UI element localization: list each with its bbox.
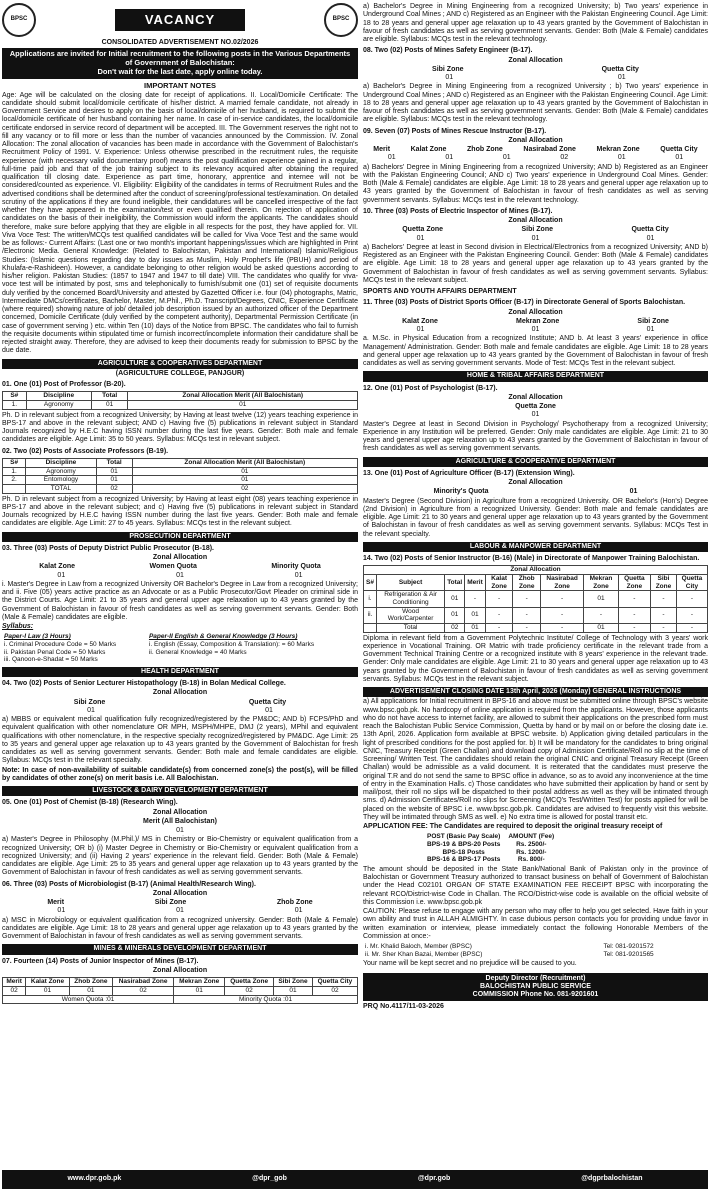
post-08-qualification: a) Bachelor's Degree in Mining Engineering from a recognized University ; b) Two years' experience in Underground Coal Mines ; AND c) Registered as an Engineer with the Pakistan Engineering Council. Age Limit: 18 to 28 years and general upper age relaxation up to 43 years granted by the Government of Balochistan in favour of fresh candidates as well as serving government servants. Gender: Both (Male & Female) candidates are eligible. Syllabus: MCQs test in the relevant technology. <box>363 83 708 124</box>
post-02-title: 02. Two (02) Posts of Associate Professors (B-19). <box>2 447 169 455</box>
dept-prosecution: PROSECUTION DEPARTMENT <box>2 532 358 542</box>
post-01-qualification: Ph. D in relevant subject from a recognized University; by Having at least twelve (12) years teaching experience in BPS-17 and above in the relevant subject; AND c) Having five (5) publications in relevant subject in Standard Journals recognized by H.E.C having ISSN number during the last five years. Gender: Both male and female candidates are eligible. Age Limit: 35 to 50 years. Syllabus: MCQs test in relevant subject. <box>2 411 358 444</box>
post-03-alloc: Kalat Zone Women Quota Minority Quota <box>39 563 321 571</box>
post-10-qualification: a) Bachelors' Degree at least in Second division in Electrical/Electronics from a recognized University; AND b) Registered as an Engineer with the Pakistan Engineering Council. Gender: Both (Male & Female) candidates are eligible. Age Limit: 18 to 28 years and general upper age relaxation up to 43 years granted by the Government of Balochistan in favour of fresh candidates as well as serving government servants. Syllabus: MCQs test in the relevant subject. <box>363 243 708 284</box>
dept-agriculture-college: AGRICULTURE & COOPERATIVES DEPARTMENT <box>2 359 358 369</box>
post-14-qualification: Diploma in relevant field from a Government Polytechnic Institute/ College of Technology with 3 years' work experience in Vocational Training. OR Matric with trade proficiency certificate in the relevant trade from a Government Technical Training Centre or a recognized institute with 8 years' experience in the relevant trade. Gender: Only male candidates are eligible. Age Limit: 21 to 30 years and general upper age relaxation up to 43 years granted by the Government of Balochistan in favour of fresh candidates as well as serving government servants. Syllabus: MCQs test in the relevant subject. <box>363 634 708 683</box>
post-09-qualification: a) Bachelors' Degree in Mining Engineering from a recognized University; AND b) Registered as an Engineer with the Pakistan Engineering Council; AND c) Two years' experience in Underground Coal Mines. Gender: Both (Male & Female) candidates are eligible. Age Limit: 18 to 28 years and general upper age relaxation up to 43 years granted by the Government of Balochistan in favour of fresh candidates as well as serving government servants. Syllabus: MCQs test in the relevant technology. <box>363 163 708 204</box>
fee-table: POST (Basic Pay Scale) AMOUNT (Fee) BPS-19 & BPS-20 Posts Rs. 2500/- BPS-18 Posts Rs. 1200/- BPS-16 & BPS-17 Posts Rs. 800/- <box>427 833 555 864</box>
post-08-title: 08. Two (02) Posts of Mines Safety Engineer (B-17). <box>363 47 533 55</box>
left-column: BPSC VACANCY BPSC CONSOLIDATED ADVERTISEMENT NO.02/2026 Applications are invited for Initial recruitment to the following posts in the Various Departments of Government of Balochistan: Don't wait for the last date, apply online today. IMPORTANT NOTES Age: Age will be calculated on the closing date for receipt of applications. II. Local/Domicile Certificate: The candidate should submit local/domicile certificate of his/her district. A married female candidate, not already in Government Service and desires to apply on the basis of local/domicile of her husband, is required to submit the local/domicile certificate of her husband containing her name. In case of in-service candidates, the local/domicile certificate endorsed in service record of department will be accepted. III. The Government reserves the right not to fill any vacancy or to fill more or less than the number of vacancies announced by the Commission. IV. Zonal Allocation: The zonal allocation of vacancies has been made in accordance with the Government of Balochistan's Recruitment Policy of 1991. V. Experience: Unless otherwise prescribed in the recruitment rules, the requisite experience (with necessary valid documentary proof) means the post qualification experience gained in a regular, full-time paid job and that of the job training subject to its relevancy acquired after obtaining the required qualification till closing date. Experience as part time, honorary, apprentice and internee will not be considered/counted as experience. VI. Eligibility: Eligibility of the candidates in terms of Recruitment Rules and the advertised conditions shall be determined after the conduct of screening/professional test/examination. On detailed scrutiny of the applications if they are found ineligible, their candidatures will be cancelled irrespective of the fact whether they have appeared in the examination/test or even qualified therein. On rejection of application of candidates on the basis of their ineligibility, the Commission would inform the applicants. The candidates should therefore, make sure before applying that they are eligible in all respects for the post, they have applied for. VII. Viva Voce Test: The written/MCQs test qualified candidates will be called for Viva Voce Test and the same would be as follows:- Current Affairs: (Last one or two month's important happenings/issues which are highlighted in Print /Electronic Media. General Knowledge: (Related to Balochistan, Pakistan and International) Islamic/Religious Studies: (Islamic questions regarding day to day issues as Muslim, Holy Prophet's life (PBUH) and period of Khulafa-e-Rashideen). However, a candidate belonging to other religion would be asked questions according to his/her religion. Pakistan Studies: (1857 to 1947 and 1947 to till date) VIII. The candidates who qualify for viva-voce test will be intimated by post, sms and telephonically to furnish/submit one (01) set of requisite documents duly verified by the concerned Board/University and attested by Gazetted Officer i.e. four (04) photographs, Matric, Intermediate DMCs/certificates, Bachelor, Master, M.Phil., Ph.D. Transcript/Degrees, CNIC, Experience Certificate (where required) showing nature of job/ detailed job description issued by an authorized officer of the Department concerned, Domicile Certificate (duly verified by the competent authority), Departmental Permission Certificate (in case of government serving ) etc. within Ten (10) days of the Notice from BPSC. The candidates who fail to furnish the requisite documents within stipulated time or furnish incorrect/incomplete information their candidature shall be rejected straight away. Therefore, they are advised to keep their documents ready for submission to BPSC by the due date. AGRICULTURE & COOPERATIVES DEPARTMENT (AGRICULTURE COLLEGE, PANJGUR) 01. One (01) Post of Professor (B-20). S# Discipline Total Zonal Allocation Merit (All Balochistan) 1. Agronomy 01 01 Ph. D in relevant subject from a recognized University; by Having at least twelve (12) years teaching experience in BPS-17 and above in the relevant subject; AND c) Having five (5) publications in relevant subject in Standard Journals recognized by H.E.C having ISSN number during the last five years. Gender: Both male and female candidates are eligible. Age Limit: 35 to 50 years. Syllabus: MCQs test in relevant subject. 02. Two (02) Posts of Associate Professors (B-19). S# Discipline Total Zonal Allocation Merit (All Balochistan) 1. Agronomy 01 01 2. Entomology 01 01 TOTAL 02 02 Ph. D in relevant subject from a recognized University; by Having at least eight (08) years teaching experience in BPS-17 and above in the relevant subject; and c) Having five (5) publications in relevant subject in Standard Journals recognized by H.E.C having ISSN number during the last five years. Gender: Both male and female candidates are eligible. Age Limit: 27 to 45 years. Syllabus: MCQs test in the relevant subject. PROSECUTION DEPARTMENT 03. Three (03) Posts of Deputy District Public Prosecutor (B-18). Zonal Allocation Kalat Zone Women Quota Minority Quota 01 01 01 i. Master's Degree in Law from a recognized University OR Bachelor's Degree in Law from a recognized University; and ii. Five (05) years active practice as an Advocate or as a Public Prosecutor/Govt Pleader on criminal side in the District Courts. Age Limit: 21 to 35 years and general upper age relaxation up to 43 years granted by the Government of Balochistan in favour of fresh candidates as well as serving government servants. Gender: Both (Male & Female) candidates are eligible. Syllabus: Paper-I Law (3 Hours) Paper-II English & General Knowledge (3 Hours) i. Criminal Procedure Code = 50 Marks i. English (Essay, Composition & Translation): = 60 Marks ii. Pakistan Penal Code = 50 Marks ii. General Knowledge = 40 Marks iii. Qanoon-e-Shadat = 50 Marks HEALTH DEPARTMENT 04. Two (02) Posts of Senior Lecturer Histopathology (B-18) in Bolan Medical College. Zonal Allocation Sibi Zone Quetta City 01 01 a) MBBS or equivalent medical qualification fully recognized/registered by the PM&DC; AND b) FCPS/PhD and equivalent qualification with other nomenclature OR MPH, MSPH/MHPE, DMJ (2 years), MPhil and equivalent qualifications with other nomenclature, in the respective specialty recognized/registered by PM&DC. Age Limit: 25 to 35 years and general upper age relaxation up to 43 years granted by the Government of Balochistan for fresh candidates as well as serving government servants. Gender: Both male and female candidates are eligible. Syllabus: MCQs test in the relevant specialty. Note: In case of non-availability of suitable candidate(s) from concerned zone(s) the post(s), will be filled by candidates of other zone(s) on merit basis i.e. All Balochistan. LIVESTOCK & DAIRY DEVELOPMENT DEPARTMENT 05. One (01) Post of Chemist (B-18) (Research Wing). Zonal Allocation Merit (All Balochistan) 01 a) Master's Degree in Philosophy (M.Phil.)/ MS in Chemistry or Bio-Chemistry or equivalent qualification from a recognized University; OR b) (i) Master Degree in Chemistry or Bio-Chemistry or equivalent qualification from a recognized University; and (ii) Having 2 years' experience in the relevant field. Gender: Both (Male & Female) candidates are eligible. Age Limit: 25 to 35 years and general upper age relaxation up to 43 years granted by the Government of Balochistan in favour of fresh candidates as well as serving government servants. 06. Three (03) Posts of Microbiologist (B-17) (Animal Health/Research Wing). Zonal Allocation Merit Sibi Zone Zhob Zone 01 01 01 a) MSC in Microbiology or equivalent qualification from a recognized university. Gender: Both (Male & Female) candidates are eligible. Age Limit: 18 to 28 years and general upper age relaxation up to 43 years granted by the Government of Balochistan in favour of fresh candidates as well as serving government servants. MINES & MINERALS DEVELOPMENT DEPARTMENT 07. Fourteen (14) Posts of Junior Inspector of Mines (B-17). Zonal Allocation Merit Kalat Zone Zhob Zone Nasirabad Zone Mekran Zone Quetta Zone Sibi Zone Quetta City 02 01 01 02 01 02 01 02 Women Quota :01 Minority Quota :01 <box>2 2 358 1170</box>
header-banner <box>2 2 358 38</box>
post-05-qualification: a) Master's Degree in Philosophy (M.Phil.)/ MS in Chemistry or Bio-Chemistry or equivalent qualification from a recognized University; OR b) (i) Master Degree in Chemistry or Bio-Chemistry or equivalent qualification from a recognized University; and (ii) Having 2 years' experience in the relevant field. Gender: Both (Male & Female) candidates are eligible. Age Limit: 25 to 35 years and general upper age relaxation up to 43 years granted by the Government of Balochistan in favour of fresh candidates as well as serving government servants. <box>2 836 358 877</box>
post-14-title: 14. Two (02) Posts of Senior Instructor (B-16) (Male) in Directorate of Manpower Training Balochistan. <box>363 555 700 562</box>
post-12-title: 12. One (01) Post of Psychologist (B-17). <box>363 384 498 392</box>
footer-bar <box>2 1170 708 1189</box>
right-column: a) Bachelor's Degree in Mining Engineering from a recognized University; b) Two years' experience in Underground Coal Mines ; AND c) Registered as an Engineer with the Pakistan Engineering Council. Age Limit: 18 to 28 years and general upper age relaxation up to 43 years granted by the Government of Balochistan in favour of fresh candidates as well as serving government servants. Gender: Both (Male & Female) candidates are eligible. Syllabus: MCQs test in the relevant technology. 08. Two (02) Posts of Mines Safety Engineer (B-17). Zonal Allocation Sibi Zone Quetta City 01 01 a) Bachelor's Degree in Mining Engineering from a recognized University ; b) Two years' experience in Underground Coal Mines ; AND c) Registered as an Engineer with the Pakistan Engineering Council. Age Limit: 18 to 28 years and general upper age relaxation up to 43 years granted by the Government of Balochistan in favour of fresh candidates as well as serving government servants. Gender: Both (Male & Female) candidates are eligible. Syllabus: MCQs test in the relevant technology. 09. Seven (07) Posts of Mines Rescue Instructor (B-17). Zonal Allocation Merit Kalat Zone Zhob Zone Nasirabad Zone Mekran Zone Quetta City 01 01 01 02 01 01 a) Bachelors' Degree in Mining Engineering from a recognized University; AND b) Registered as an Engineer with the Pakistan Engineering Council; AND c) Two years' experience in Underground Coal Mines. Gender: Both (Male & Female) candidates are eligible. Age Limit: 18 to 28 years and general upper age relaxation up to 43 years granted by the Government of Balochistan in favour of fresh candidates as well as serving government servants. Syllabus: MCQs test in the relevant technology. 10. Three (03) Posts of Electric Inspector of Mines (B-17). Zonal Allocation Quetta Zone Sibi Zone Quetta City 01 01 01 a) Bachelors' Degree at least in Second division in Electrical/Electronics from a recognized University; AND b) Registered as an Engineer with the Pakistan Engineering Council. Gender: Both (Male & Female) candidates are eligible. Age Limit: 18 to 28 years and general upper age relaxation up to 43 years granted by the Government of Balochistan in favour of fresh candidates as well as serving government servants. Syllabus: MCQs test in the relevant subject. SPORTS AND YOUTH AFFAIRS DEPARTMENT 11. Three (03) Posts of District Sports Officer (B-17) in Directorate General of Sports Balochistan. Zonal Allocation Kalat Zone Mekran Zone Sibi Zone 01 01 01 a. M.Sc. in Physical Education from a recognized Institute; AND b. At least 3 years' experience in office Management/ Administration. Gender: Both male and female candidates are eligible. Age Limit: 18 to 28 years and general upper age relaxation up to 43 years granted by the Government of Balochistan in favour of fresh candidates as well as serving government servants. Mode of Test: MCQs Test in the relevant subject. HOME & TRIBAL AFFAIRS DEPARTMENT 12. One (01) Post of Psychologist (B-17). Zonal Allocation Quetta Zone 01 Master's Degree at least in Second Division in Psychology/ Psychotherapy from a recognized University; Experience in any Institution will be preferred. Gender: Only male candidates are eligible. Age Limit: 21 to 30 years and general upper age relaxation up to 43 years granted by the Government of Balochistan in favour of fresh candidates as well as serving government servants. AGRICULTURE & COOPERATIVE DEPARTMENT 13. One (01) Post of Agriculture Officer (B-17) (Extension Wing). Zonal Allocation Minority's Quota 01 Master's Degree (Second Division) in Agriculture from a recognized University. OR Bachelor's (Hon's) Degree (2nd Division) in Agriculture from a recognized University. Gender: Both male and female candidates are eligible. Age Limit: 21 to 30 years and general upper age relaxation up to 43 years granted by the Government of Balochistan in favour of fresh candidates as well as serving government servants. Syllabus: MCQs Test in the relevant specialty. LABOUR & MANPOWER DEPARTMENT 14. Two (02) Posts of Senior Instructor (B-16) (Male) in Directorate of Manpower Training Balochistan. Zonal Allocation S# Subject Total Merit Kalat Zone Zhob Zone Nasirabad Zone Mekran Zone Quetta Zone Sibi Zone Quetta City i. Refrigeration & Air Conditioning 01 - - - - 01 - - - ii. Wood Work/Carpenter 01 01 - - - - - - - Total 02 01 - - - 01 - - - Diploma in relevant field from a Government Polytechnic Institute/ College of Technology with 3 years' work experience in Vocational Training. OR Matric with trade proficiency certificate in the relevant trade from a Government Technical Training Centre or a recognized institute with 8 years' experience in the relevant trade. Gender: Only male candidates are eligible. Age Limit: 21 to 30 years and general upper age relaxation up to 43 years granted by the Government of Balochistan in favour of fresh candidates as well as serving government servants. Syllabus: MCQs test in the relevant subject. ADVERTISEMENT CLOSING DATE 13th April, 2026 (Monday) GENERAL INSTRUCTIONS a) All applications for Initial recruitment in BPS-16 and above must be submitted online through BPSC's website www.bpsc.gob.pk. No hardcopy of online application is required from the applicants. However, those applicants who do not have access to internet facility, are allowed to submit their applications on the prescribed form must reach the Balochistan Public Service Commission, Quetta by hand or by mail on or before the closing date i.e. 13th April, 2026. Application form available at BPSC website. b) Application giving detailed particulars in the light of prescribed conditions for the post applied for. b) It will be mandatory for the candidates to bring original CNIC, Treasury Receipt (Green Challan) and download copy of Admission Certificate/Roll no slip at the time of Screening/ Written Test. The candidates should retain the original CNIC and original Treasury Receipt (Green Challan) would be admissible as a valid document. It is reiterated that the candidates must preserve the original T.R and do not send the same to BPSC office in advance, so as to avoid any inconvenience at the time of entry in the Examination Halls. c) Those candidates who have submitted their application by hand or sent by mail/post, their roll no slips will be dispatched to their postal address as well as they will be intimated through sms. d) Admission Certificates/Roll no slips for Screening (MCQ's Test/Written Test) for posts applied for will be placed on the website of BPSC i.e. www.bpsc.gob.pk. Candidates are advised to frequently visit this website. They will be intimated through SMS as well. e) No extra time is allowed for postal transit etc. APPLICATION FEE: The Candidates are required to deposit the original treasury receipt of POST (Basic Pay Scale) AMOUNT (Fee) BPS-19 & BPS-20 Posts Rs. 2500/- BPS-18 Posts Rs. 1200/- BPS-16 & BPS-17 Posts Rs. 800/- The amount should be deposited in the State Bank/National Bank of Pakistan only in the province of Balochistan or Government Treasury authorized to transact business on behalf of Government of Balochistan under the Head C02101 ORGAN OF STATE EXAMINATION FEE RECEIPT BPSC with incorporating the relevant RCO/District-wise Code in Challan. The RCO/District-wise code is available on the official website of this Commission i.e. www.bpsc.gob.pk CAUTION: Please refuse to engage with any person who may offer to help you get selected. Have faith in your own ability and trust in ALLAH ALMIGHTY. In case dubious person contacts you for providing undue favor in written examination or interview, please immediately contact the following Honorable Members of the Commission at once:- i. Mr. Khalid Baloch, Member (BPSC) Tel: 081-9201572 ii. Mr. Sher Khan Bazai, Member (BPSC) Tel: 081-9201565 Your name will be kept secret and no prejudice will be caused to you. Deputy Director (Recruitment) BALOCHISTAN PUBLIC SERVICE COMMISSION Phone No. 081-9201601 PRQ No.4117/11-03-2026 <box>363 3 708 1011</box>
apply-band <box>2 48 358 79</box>
closing-title: ADVERTISEMENT CLOSING DATE 13th April, 2026 (Monday) GENERAL INSTRUCTIONS <box>363 687 708 697</box>
post-14-table: Zonal Allocation S# Subject Total Merit Kalat Zone Zhob Zone Nasirabad Zone Mekran Zone Quetta Zone Sibi Zone Quetta City i. Refrigeration & Air Conditioning 01 - - - - 01 - - - ii. Wood Work/Carpenter 01 01 - - - - - - - Total 02 01 - - - 01 - - - <box>363 565 708 632</box>
post-04-title: 04. Two (02) Posts of Senior Lecturer Histopathology (B-18) in Bolan Medical College. <box>2 680 286 688</box>
footer-website[interactable]: www.dpr.gob.pk <box>67 1175 122 1183</box>
post-01-title: 01. One (01) Post of Professor (B-20). <box>2 381 126 389</box>
post-04-note: Note: In case of non-availability of suitable candidate(s) from concerned zone(s) the post(s), will be filled by candidates of other zone(s) on merit basis i.e. All Balochistan. <box>2 766 358 782</box>
post-01-table: S# Discipline Total Zonal Allocation Merit (All Balochistan) 1. Agronomy 01 01 <box>2 391 358 409</box>
post-11-title: 11. Three (03) Posts of District Sports Officer (B-17) in Directorate General of Sports Balochistan. <box>363 299 686 307</box>
post-07-qualification: a) Bachelor's Degree in Mining Engineering from a recognized University; b) Two years' experience in Underground Coal Mines ; AND c) Registered as an Engineer with the Pakistan Engineering Council. Age Limit: 18 to 28 years and general upper age relaxation up to 43 years granted by the Government of Balochistan in favour of fresh candidates as well as serving government servants. Gender: Both (Male & Female) candidates are eligible. Syllabus: MCQs test in the relevant technology. <box>363 3 708 43</box>
dept-agri-coop: AGRICULTURE & COOPERATIVE DEPARTMENT <box>363 457 708 467</box>
signature-block: Deputy Director (Recruitment) BALOCHISTAN PUBLIC SERVICE COMMISSION Phone No. 081-9201601 <box>363 973 708 1002</box>
dept-sports: SPORTS AND YOUTH AFFAIRS DEPARTMENT <box>363 288 517 295</box>
post-07-title: 07. Fourteen (14) Posts of Junior Inspector of Mines (B-17). <box>2 957 199 965</box>
post-11-qualification: a. M.Sc. in Physical Education from a recognized Institute; AND b. At least 3 years' experience in office Management/ Administration. Gender: Both male and female candidates are eligible. Age Limit: 18 to 28 years and general upper age relaxation up to 43 years granted by the Government of Balochistan in favour of fresh candidates as well as serving government servants. Mode of Test: MCQs Test in the relevant subject. <box>363 335 708 367</box>
apply-text: Applications are invited for Initial recruitment to the following posts in the Various Departments of Government of Balochistan: <box>9 49 351 68</box>
dept-livestock: LIVESTOCK & DAIRY DEVELOPMENT DEPARTMENT <box>2 786 358 796</box>
dept-labour: LABOUR & MANPOWER DEPARTMENT <box>363 542 708 552</box>
footer-social-ig[interactable]: @dgprbalochistan <box>581 1175 643 1183</box>
notes-title: IMPORTANT NOTES <box>144 80 216 90</box>
fee-text: The amount should be deposited in the State Bank/National Bank of Pakistan only in the province of Balochistan or Government Treasury authorized to transact business on behalf of Government of Balochistan under the Head C02101 ORGAN OF STATE EXAMINATION FEE RECEIPT BPSC with incorporating the relevant RCO/District-wise Code in Challan. The RCO/District-wise code is available on the official website of this Commission i.e. www.bpsc.gob.pk <box>363 865 708 906</box>
dept-sub: (AGRICULTURE COLLEGE, PANJGUR) <box>115 369 245 377</box>
notes-text: Age: Age will be calculated on the closing date for receipt of applications. II. Local/Domicile Certificate: The candidate should submit local/domicile certificate of his/her district. A married female candidate, not already in Government Service and desires to apply on the basis of local/domicile of her husband, is required to submit the local/domicile certificate of her husband containing her name. In case of in-service candidates, the local/domicile certificate endorsed in service record of department will be accepted. III. The Government reserves the right not to fill any vacancy or to fill more or less than the number of vacancies announced by the Commission. IV. Zonal Allocation: The zonal allocation of vacancies has been made in accordance with the Government of Balochistan's Recruitment Policy of 1991. V. Experience: Unless otherwise prescribed in the recruitment rules, the requisite experience (with necessary valid documentary proof) means the post qualification experience gained in a regular, full-time paid job and that of the job training subject to its relevancy acquired after obtaining the required qualification till closing date. Experience as part time, honorary, apprentice and internee will not be considered/counted as experience. VI. Eligibility: Eligibility of the candidates in terms of Recruitment Rules and the advertised conditions shall be determined after the conduct of screening/professional test/examination. On detailed scrutiny of the applications if they are found ineligible, their candidatures will be cancelled irrespective of the fact whether they have appeared in the examination/test or even qualified therein. On rejection of application of candidates on the basis of their ineligibility, the Commission would inform the applicants. The candidates should therefore, make sure before applying that they are eligible in all respects for the post, they have applied for. VII. Viva Voce Test: The written/MCQs test qualified candidates will be called for Viva Voce Test and the same would be as follows:- Current Affairs: (Last one or two month's important happenings/issues which are highlighted in Print /Electronic Media. General Knowledge: (Related to Balochistan, Pakistan and International) Islamic/Religious Studies: (Islamic questions regarding day to day issues as Muslim, Holy Prophet's life (PBUH) and period of Khulafa-e-Rashideen). However, a candidate belonging to other religion would be asked questions according to his/her religion. Pakistan Studies: (1857 to 1947 and 1947 to till date) VIII. The candidates who qualify for viva-voce test will be intimated by post, sms and telephonically to furnish/submit one (01) set of requisite documents duly verified by the concerned Board/University and attested by Gazetted Officer i.e. four (04) photographs, Matric, Intermediate DMCs/certificates, Bachelor, Master, M.Phil., Ph.D. Transcript/Degrees, CNIC, Experience Certificate (where required) showing nature of job/ detailed job description issued by an authorized officer of the Department concerned, Domicile Certificate (duly verified by the competent authority), Departmental Permission Certificate (in case of government serving ) etc. within Ten (10) days of the Notice from BPSC. The candidates who fail to furnish the requisite documents within stipulated time or furnish incorrect/incomplete information their candidature shall be rejected straight away. Therefore, they are advised to keep their documents ready for submission to BPSC by the due date. <box>2 91 358 355</box>
fee-title: APPLICATION FEE: The Candidates are required to deposit the original treasury receipt of <box>363 823 663 830</box>
post-09-title: 09. Seven (07) Posts of Mines Rescue Instructor (B-17). <box>363 127 547 135</box>
caution-text: CAUTION: Please refuse to engage with any person who may offer to help you get selected. Have faith in your own ability and trust in ALLAH ALMIGHTY. In case dubious person contacts you for providing undue favor in written examination or interview, please immediately contact the following Honorable Members of the Commission at once:- <box>363 908 708 940</box>
post-05-title: 05. One (01) Post of Chemist (B-18) (Research Wing). <box>2 799 178 807</box>
footer-social-fb[interactable]: @dpr.gob <box>417 1175 451 1183</box>
left-logo: BPSC <box>2 3 36 37</box>
post-03-title: 03. Three (03) Posts of Deputy District Public Prosecutor (B-18). <box>2 544 214 552</box>
post-10-title: 10. Three (03) Posts of Electric Inspector of Mines (B-17). <box>363 207 553 215</box>
post-12-qualification: Master's Degree at least in Second Division in Psychology/ Psychotherapy from a recognized University; Experience in any Institution will be preferred. Gender: Only male candidates are eligible. Age Limit: 21 to 30 years and general upper age relaxation up to 43 years granted by the Government of Balochistan in favour of fresh candidates as well as serving government servants. <box>363 420 708 453</box>
post-13-qualification: Master's Degree (Second Division) in Agriculture from a recognized University. OR Bachelor's (Hon's) Degree (2nd Division) in Agriculture from a recognized University. Gender: Both male and female candidates are eligible. Age Limit: 21 to 30 years and general upper age relaxation up to 43 years granted by the Government of Balochistan in favour of fresh candidates as well as serving government servants. Syllabus: MCQs Test in the relevant specialty. <box>363 497 708 538</box>
secret-note: Your name will be kept secret and no prejudice will be caused to you. <box>363 960 577 968</box>
post-06-qualification: a) MSC in Microbiology or equivalent qualification from a recognized university. Gender: Both (Male & Female) candidates are eligible. Age Limit: 18 to 28 years and general upper age relaxation up to 43 years granted by the Government of Balochistan in favour of fresh candidates as well as serving government servants. <box>2 916 358 941</box>
vacancy-title: VACANCY <box>115 9 245 30</box>
prq-number: PRQ No.4117/11-03-2026 <box>363 1003 444 1011</box>
general-instructions: a) All applications for Initial recruitment in BPS-16 and above must be submitted online through BPSC's website www.bpsc.gob.pk. No hardcopy of online application is required from the applicants. However, those applicants who do not have access to internet facility, are allowed to submit their applications on the prescribed form must reach the Balochistan Public Service Commission, Quetta by hand or by mail on or before the closing date i.e. 13th April, 2026. Application form available at BPSC website. b) Application giving detailed particulars in the light of prescribed conditions for the post applied for. b) It will be mandatory for the candidates to bring original CNIC, Treasury Receipt (Green Challan) and download copy of Admission Certificate/Roll no slip at the time of Screening/ Written Test. The candidates should retain the original CNIC and original Treasury Receipt (Green Challan) would be admissible as a valid document. It is reiterated that the candidates must preserve the original T.R and do not send the same to BPSC office in advance, so as to avoid any inconvenience at the time of entry in the Examination Halls. c) Those candidates who have submitted their application by hand or sent by mail/post, their roll no slips will be dispatched to their postal address as well as they will be intimated through sms. d) Admission Certificates/Roll no slips for Screening (MCQ's Test/Written Test) for posts applied for will be placed on the website of BPSC i.e. www.bpsc.gob.pk. Candidates are advised to frequently visit this website. They will be intimated through SMS as well. e) No extra time is allowed for postal transit etc. <box>363 698 708 821</box>
dept-health: HEALTH DEPARTMENT <box>2 667 358 677</box>
post-02-table: S# Discipline Total Zonal Allocation Merit (All Balochistan) 1. Agronomy 01 01 2. Entomology 01 01 TOTAL 02 02 <box>2 458 358 494</box>
members-table: i. Mr. Khalid Baloch, Member (BPSC) Tel: 081-9201572 ii. Mr. Sher Khan Bazai, Member (BPSC) Tel: 081-9201565 <box>365 943 654 958</box>
post-03-qualification: i. Master's Degree in Law from a recognized University OR Bachelor's Degree in Law from a recognized University; and ii. Five (05) years active practice as an Advocate or as a Public Prosecutor/Govt Pleader on criminal side in the District Courts. Age Limit: 21 to 35 years and general upper age relaxation up to 43 years granted by the Government of Balochistan in favour of fresh candidates as well as serving government servants. Gender: Both (Male & Female) candidates are eligible. <box>2 580 358 621</box>
post-02-qualification: Ph. D in relevant subject from a recognized University; by Having at least eight (08) years teaching experience in BPS-17 and above in the relevant subject; and c) Having five (5) publications in relevant subject in Standard Journals recognized by H.E.C having ISSN number during the last five years. Gender: Both male and female candidates are eligible. Age Limit: 27 to 45 years. Syllabus: MCQs test in the relevant subject. <box>2 495 358 528</box>
dept-mines: MINES & MINERALS DEVELOPMENT DEPARTMENT <box>2 944 358 954</box>
post-13-title: 13. One (01) Post of Agriculture Officer (B-17) (Extension Wing). <box>363 469 575 477</box>
deadline-text: Don't wait for the last date, apply online today. <box>97 66 263 76</box>
post-07-table: Merit Kalat Zone Zhob Zone Nasirabad Zone Mekran Zone Quetta Zone Sibi Zone Quetta City 02 01 01 02 01 02 01 02 Women Quota :01 Minority Quota :01 <box>2 977 358 1004</box>
post-06-title: 06. Three (03) Posts of Microbiologist (B-17) (Animal Health/Research Wing). <box>2 880 256 888</box>
right-logo: BPSC <box>324 3 358 37</box>
post-04-qualification: a) MBBS or equivalent medical qualification fully recognized/registered by the PM&DC; AND b) FCPS/PhD and equivalent qualification with other nomenclature OR MPH, MSPH/MHPE, DMJ (2 years), MPhil and equivalent qualifications with other nomenclature, in the respective specialty recognized/registered by PM&DC. Age Limit: 25 to 35 years and general upper age relaxation up to 43 years granted by the Government of Balochistan for fresh candidates as well as serving government servants. Gender: Both male and female candidates are eligible. Syllabus: MCQs test in the relevant specialty. <box>2 716 358 765</box>
dept-home: HOME & TRIBAL AFFAIRS DEPARTMENT <box>363 371 708 381</box>
footer-social-x[interactable]: @dpr_gob <box>252 1175 287 1183</box>
post-03-syllabus: Paper-I Law (3 Hours) Paper-II English & General Knowledge (3 Hours) i. Criminal Procedure Code = 50 Marks i. English (Essay, Composition & Translation): = 60 Marks ii. Pakistan Penal Code = 50 Marks ii. General Knowledge = 40 Marks iii. Qanoon-e-Shadat = 50 Marks <box>4 633 315 664</box>
newspaper-advertisement <box>2 2 708 1189</box>
advertisement-number: CONSOLIDATED ADVERTISEMENT NO.02/2026 <box>101 39 259 46</box>
